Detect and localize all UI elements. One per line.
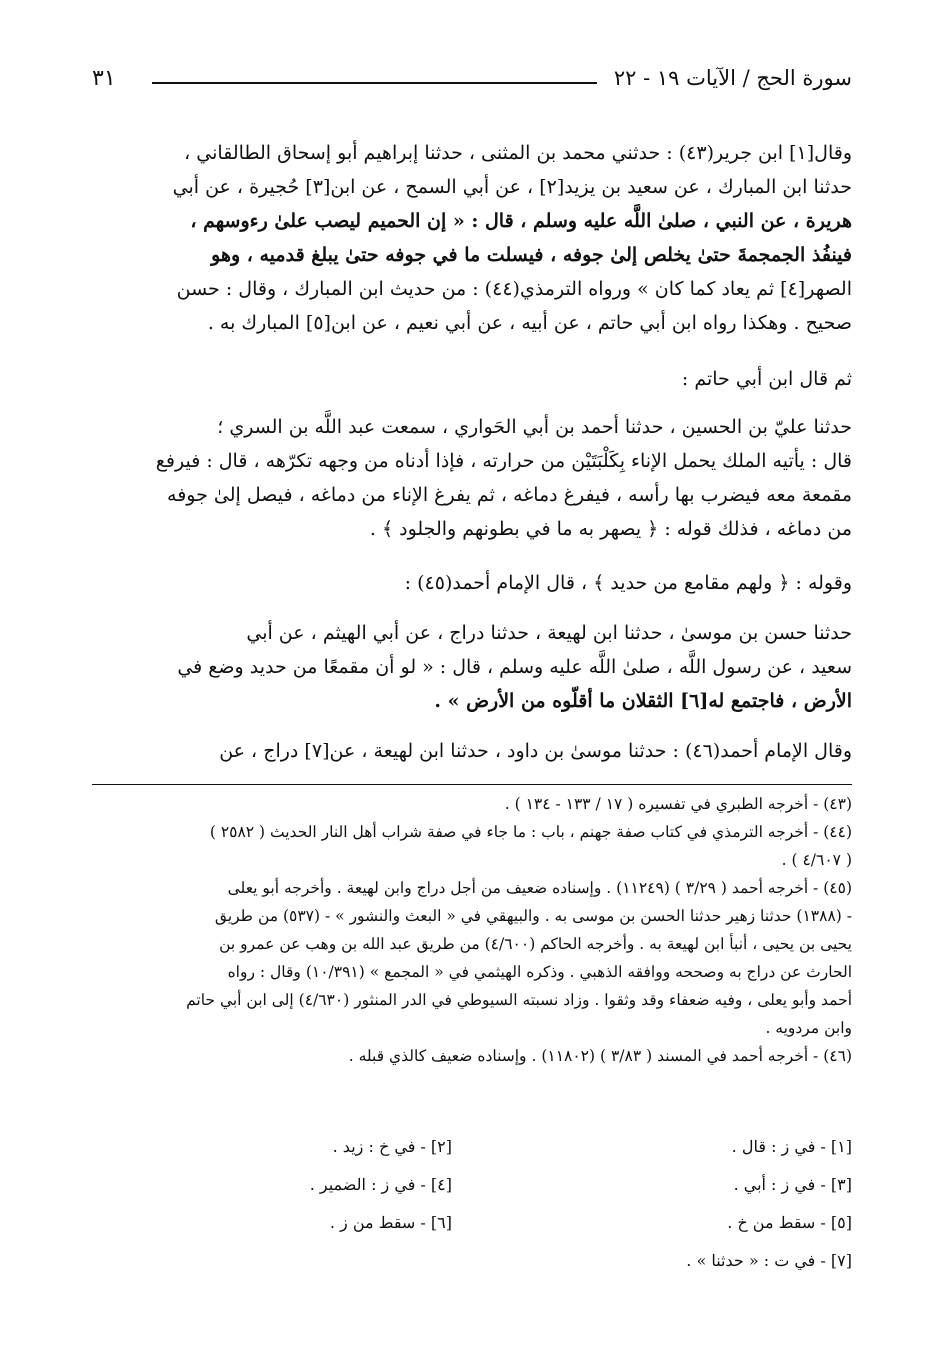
- header-rule: [152, 82, 597, 84]
- variants-even-column: [152, 1128, 452, 1242]
- footnote-46: [92, 1042, 852, 1070]
- text-line: حدثنا ابن المبارك ، عن سعيد بن يزيد[٢] ، عن أبي السمح ، عن ابن[٣] حُجيرة ، عن أبي: [172, 176, 852, 198]
- page-number: ٣١: [92, 66, 116, 91]
- variant-note: [٣] - في ز : أبي .: [733, 1175, 852, 1194]
- footnote-line: وابن مردويه .: [765, 1019, 852, 1037]
- footnote-line: - (١٣٨٨) حدثنا زهير حدثنا الحسن بن موسى به . والبيهقي في « البعث والنشور » - (٥٣٧) من طريق: [214, 907, 852, 925]
- paragraph-abu-said-hadith: [92, 616, 852, 718]
- text-line: صحيح . وهكذا رواه ابن أبي حاتم ، عن أبيه ، عن أبي نعيم ، عن ابن[٥] المبارك به .: [207, 312, 852, 334]
- variant-note: [٢] - في خ : زيد .: [332, 1137, 452, 1156]
- page-header: [92, 66, 852, 100]
- footnote-line: (٤٤) - أخرجه الترمذي في كتاب صفة جهنم ، باب : ما جاء في صفة شراب أهل النار الحديث ( ٢٥٨٢ ): [209, 823, 852, 841]
- footnote-line: أحمد وأبو يعلى ، وفيه ضعفاء وقد وثقوا . وزاد نسبته السيوطي في الدر المنثور (٤/٦٣٠) إلى ابن أبي حاتم: [186, 991, 852, 1009]
- running-title: سورة الحج / الآيات ١٩ - ٢٢: [613, 66, 852, 90]
- footnote-45: [92, 874, 852, 1042]
- text-line: الأرض ، فاجتمع له[٦] الثقلان ما أقلّوه من الأرض » .: [434, 690, 852, 712]
- footnote-43: [92, 790, 852, 818]
- variant-note: [٦] - سقط من ز .: [329, 1213, 452, 1232]
- text-line: سعيد ، عن رسول اللَّه ، صلىٰ اللَّه عليه وسلم ، قال : « لو أن مقمعًا من حديد وضع في: [177, 656, 852, 678]
- text-line: مقمعة معه فيضرب بها رأسه ، فيفرغ دماغه ، ثم يفرغ الإناء من دماغه ، فيصل إلىٰ جوفه: [167, 484, 852, 506]
- variants-odd-column: [552, 1128, 852, 1280]
- text-line: فينفُذ الجمجمةَ حتىٰ يخلص إلىٰ جوفه ، فيسلت ما في جوفه حتىٰ يبلغ قدميه ، وهو: [211, 244, 852, 266]
- footnote-line: (٤٣) - أخرجه الطبري في تفسيره ( ١٧ / ١٣٣ - ١٣٤ ) .: [504, 795, 852, 813]
- paragraph-abdullah-ibn-sari: [92, 410, 852, 546]
- text-line: من دماغه ، فذلك قوله : ﴿ يصهر به ما في بطونهم والجلود ﴾ .: [369, 518, 852, 540]
- footnote-line: الحارث عن دراج به وصححه ووافقه الذهبي . وذكره الهيثمي في « المجمع » (١٠/٣٩١) وقال : رواه: [227, 963, 852, 981]
- text-line: وقوله : ﴿ ولهم مقامع من حديد ﴾ ، قال الإمام أحمد(٤٥) :: [404, 572, 852, 594]
- text-line: قال : يأتيه الملك يحمل الإناء بِكَلْبَتَيْن من حرارته ، فإذا أدناه من وجهه تكرّهه ، قال : فيرفع: [155, 450, 852, 472]
- text-line: وقال الإمام أحمد(٤٦) : حدثنا موسىٰ بن داود ، حدثنا ابن لهيعة ، عن[٧] دراج ، عن: [219, 740, 852, 762]
- footnote-line: (٤٦) - أخرجه أحمد في المسند ( ٣/٨٣ ) (١١٨٠٢) . وإسناده ضعيف كالذي قبله .: [348, 1047, 852, 1065]
- footnote-line: يحيى بن يحيى ، أنبأ ابن لهيعة به . وأخرجه الحاكم (٤/٦٠٠) من طريق عبد الله بن وهب عن عمرو بن: [219, 935, 852, 953]
- text-line: حدثنا عليّ بن الحسين ، حدثنا أحمد بن أبي الحَواري ، سمعت عبد اللَّه بن السري ؛: [217, 416, 852, 438]
- paragraph-ibn-abi-hatim-intro: [92, 362, 852, 396]
- paragraph-imam-ahmad: [92, 734, 852, 768]
- text-line: الصهر[٤] ثم يعاد كما كان » ورواه الترمذي(٤٤) : من حديث ابن المبارك ، وقال : حسن: [176, 278, 852, 300]
- footnote-line: ( ٤/٦٠٧ ) .: [781, 851, 852, 869]
- paragraph-ibn-jarir-hadith: [92, 136, 852, 340]
- text-line: ثم قال ابن أبي حاتم :: [681, 368, 852, 390]
- footnote-line: (٤٥) - أخرجه أحمد ( ٣/٢٩ ) (١١٢٤٩) . وإسناده ضعيف من أجل دراج وابن لهيعة . وأخرجه أبو يعلى: [227, 879, 852, 897]
- variant-note: [١] - في ز : قال .: [731, 1137, 852, 1156]
- footnotes: [92, 790, 852, 1070]
- variant-note: [٧] - في ت : « حدثنا » .: [686, 1251, 852, 1270]
- text-line: هريرة ، عن النبي ، صلىٰ اللَّه عليه وسلم ، قال : « إن الحميم ليصب علىٰ رءوسهم ،: [190, 210, 852, 232]
- footnote-44: [92, 818, 852, 874]
- paragraph-maqami-verse: [92, 566, 852, 600]
- variant-note: [٤] - في ز : الضمير .: [309, 1175, 452, 1194]
- variant-note: [٥] - سقط من خ .: [727, 1213, 852, 1232]
- footnote-separator: [92, 784, 852, 785]
- text-line: حدثنا حسن بن موسىٰ ، حدثنا ابن لهيعة ، حدثنا دراج ، عن أبي الهيثم ، عن أبي: [246, 622, 852, 644]
- text-line: وقال[١] ابن جرير(٤٣) : حدثني محمد بن المثنى ، حدثنا إبراهيم أبو إسحاق الطالقاني ،: [184, 142, 852, 164]
